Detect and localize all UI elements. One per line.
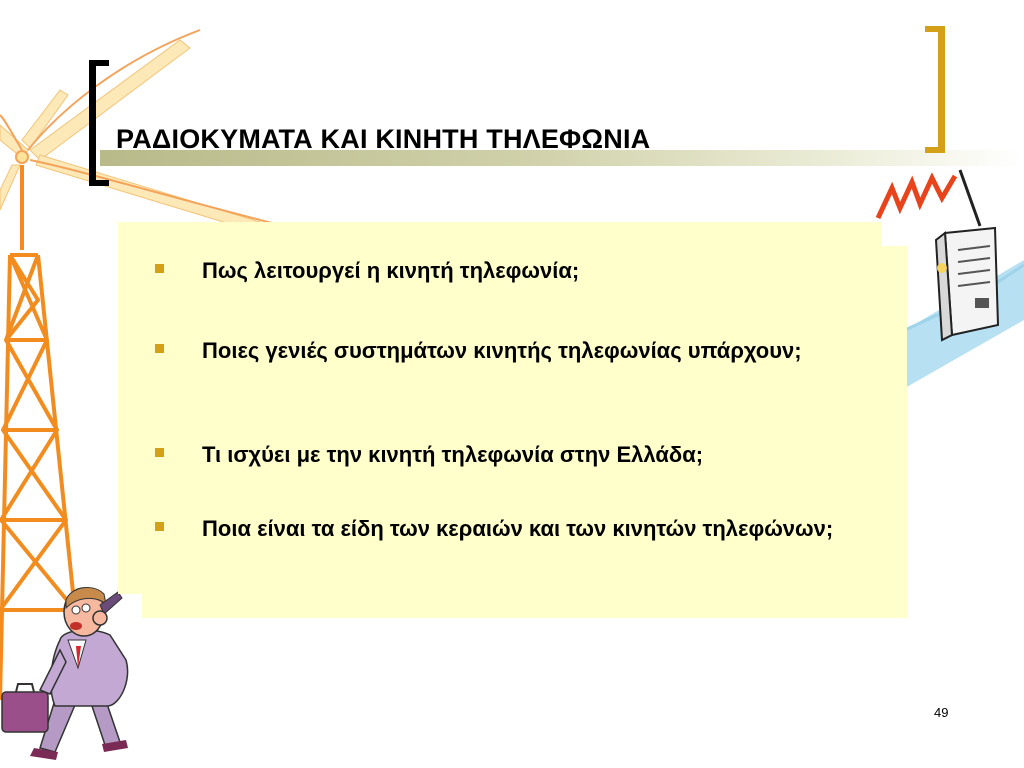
bullet-square-icon: [155, 264, 164, 273]
bullet-text: Πως λειτουργεί η κινητή τηλεφωνία;: [202, 258, 580, 283]
bullet-square-icon: [155, 448, 164, 457]
bullet-text: Τι ισχύει με την κινητή τηλεφωνία στην Ελλάδα;: [202, 442, 704, 467]
bullet-text: Ποια είναι τα είδη των κεραιών και των κινητών τηλεφώνων;: [202, 516, 834, 541]
bullet-text: Ποιες γενιές συστημάτων κινητής τηλεφωνίας υπάρχουν;: [202, 338, 802, 363]
page-number: 49: [934, 705, 949, 720]
bullet-square-icon: [155, 344, 164, 353]
content-panel: [118, 222, 882, 594]
bullet-square-icon: [155, 522, 164, 531]
right-bracket-decoration: [925, 26, 945, 153]
slide-title: ΡΑΔΙΟΚΥΜΑΤΑ ΚΑΙ ΚΙΝΗΤΗ ΤΗΛΕΦΩΝΙΑ: [116, 124, 651, 154]
left-bracket-decoration: [89, 60, 109, 186]
